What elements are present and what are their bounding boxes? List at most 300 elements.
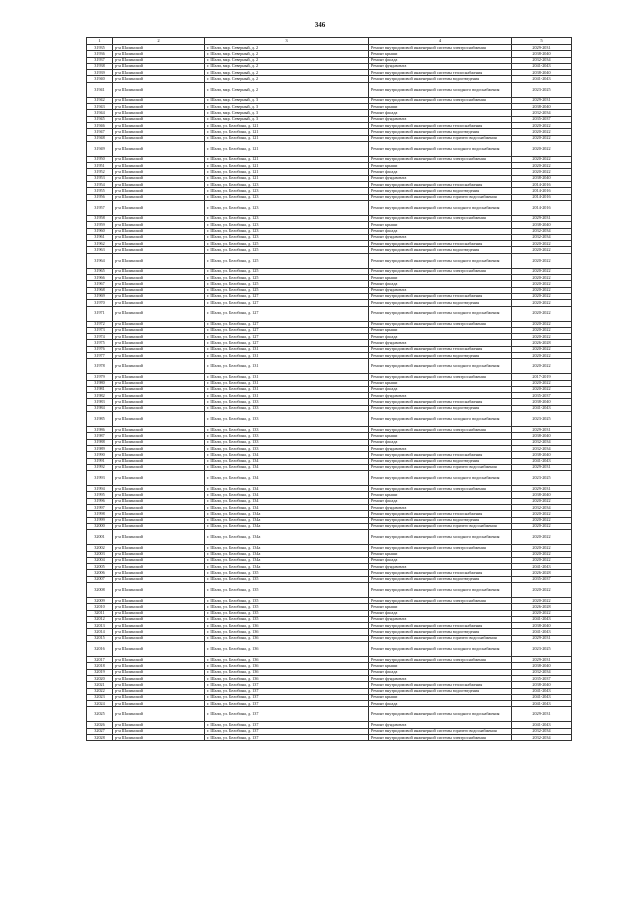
work-type-cell: Ремонт фасада — [369, 386, 512, 392]
district-cell: р-н Шалинский — [113, 129, 205, 135]
row-number: 31958 — [87, 215, 113, 221]
address-cell: г. Шали, ул. Белобина, д. 135 — [205, 598, 369, 604]
district-cell: р-н Шалинский — [113, 675, 205, 681]
work-type-cell: Ремонт внутридомовой инженерной системы теплоснабжения — [369, 570, 512, 576]
period-cell: 2020-2022 — [512, 321, 572, 327]
district-cell: р-н Шалинский — [113, 63, 205, 69]
column-header: 5 — [512, 38, 572, 45]
period-cell: 2020-2022 — [512, 122, 572, 128]
work-type-cell: Ремонт крыши — [369, 222, 512, 228]
district-cell: р-н Шалинский — [113, 300, 205, 306]
period-cell: 2020-2022 — [512, 386, 572, 392]
period-cell: 2038-2040 — [512, 104, 572, 110]
row-number: 31974 — [87, 334, 113, 340]
district-cell: р-н Шалинский — [113, 234, 205, 240]
period-cell: 2038-2040 — [512, 70, 572, 76]
period-cell: 2041-2043 — [512, 688, 572, 694]
address-cell: г. Шали, ул. Белобина, д. 135 — [205, 604, 369, 610]
row-number: 31935 — [87, 45, 113, 51]
period-cell: 2020-2022 — [512, 359, 572, 374]
period-cell: 2020-2022 — [512, 300, 572, 306]
row-number: 31995 — [87, 492, 113, 498]
district-cell: р-н Шалинский — [113, 175, 205, 181]
work-type-cell: Ремонт внутридомовой инженерной системы холодного водоснабжения — [369, 642, 512, 657]
district-cell: р-н Шалинский — [113, 545, 205, 551]
period-cell: 2041-2043 — [512, 76, 572, 82]
work-type-cell: Ремонт внутридомовой инженерной системы электроснабжения — [369, 321, 512, 327]
period-cell: 2032-2034 — [512, 669, 572, 675]
district-cell: р-н Шалинский — [113, 228, 205, 234]
district-cell: р-н Шалинский — [113, 188, 205, 194]
row-number: 31998 — [87, 511, 113, 517]
period-cell: 2032-2034 — [512, 505, 572, 511]
district-cell: р-н Шалинский — [113, 433, 205, 439]
address-cell: г. Шали, ул. Белобина, д. 127 — [205, 293, 369, 299]
period-cell: 2032-2034 — [512, 445, 572, 451]
district-cell: р-н Шалинский — [113, 275, 205, 281]
address-cell: г. Шали, ул. Белобина, д. 121 — [205, 156, 369, 162]
table-row — [87, 735, 572, 741]
row-number: 31965 — [87, 268, 113, 274]
period-cell: 2020-2022 — [512, 610, 572, 616]
address-cell: г. Шали, ул. Белобина, д. 131 — [205, 352, 369, 358]
table-row — [87, 253, 572, 268]
period-cell: 2020-2022 — [512, 551, 572, 557]
work-type-cell: Ремонт фундамента — [369, 340, 512, 346]
district-cell: р-н Шалинский — [113, 610, 205, 616]
work-type-cell: Ремонт фасада — [369, 439, 512, 445]
period-cell: 2038-2040 — [512, 433, 572, 439]
work-type-cell: Ремонт крыши — [369, 694, 512, 700]
address-cell: г. Шали, ул. Белобина, д. 123 — [205, 228, 369, 234]
work-type-cell: Ремонт внутридомовой инженерной системы горячего водоснабжения — [369, 135, 512, 141]
table-row — [87, 412, 572, 427]
work-type-cell: Ремонт внутридомовой инженерной системы электроснабжения — [369, 156, 512, 162]
period-cell: 2020-2022 — [512, 275, 572, 281]
period-cell: 2035-2037 — [512, 675, 572, 681]
period-cell: 2020-2022 — [512, 598, 572, 604]
work-type-cell: Ремонт фундамента — [369, 116, 512, 122]
address-cell: г. Шали, ул. Белобина, д. 125 — [205, 281, 369, 287]
period-cell: 2020-2022 — [512, 352, 572, 358]
period-cell: 2038-2040 — [512, 623, 572, 629]
period-cell: 2020-2022 — [512, 129, 572, 135]
work-type-cell: Ремонт внутридомовой инженерной системы водоотведения — [369, 247, 512, 253]
address-cell: г. Шали, ул. Белобина, д. 131 — [205, 386, 369, 392]
row-number: 31936 — [87, 51, 113, 57]
address-cell: г. Шали, ул. Белобина, д. 123 — [205, 200, 369, 215]
work-type-cell: Ремонт крыши — [369, 380, 512, 386]
row-number: 31992 — [87, 464, 113, 470]
address-cell: г. Шали, ул. Белобина, д. 134 — [205, 498, 369, 504]
row-number: 32000 — [87, 523, 113, 529]
district-cell: р-н Шалинский — [113, 583, 205, 598]
address-cell: г. Шали, ул. Белобина, д. 133 — [205, 405, 369, 411]
period-cell: 2020-2022 — [512, 135, 572, 141]
period-cell: 2023-2025 — [512, 471, 572, 486]
row-number: 32028 — [87, 735, 113, 741]
district-cell: р-н Шалинский — [113, 141, 205, 156]
work-type-cell: Ремонт фундамента — [369, 175, 512, 181]
work-type-cell: Ремонт внутридомовой инженерной системы электроснабжения — [369, 486, 512, 492]
work-type-cell: Ремонт внутридомовой инженерной системы теплоснабжения — [369, 452, 512, 458]
row-number: 32012 — [87, 616, 113, 622]
table-row — [87, 141, 572, 156]
district-cell: р-н Шалинский — [113, 530, 205, 545]
work-type-cell: Ремонт внутридомовой инженерной системы холодного водоснабжения — [369, 253, 512, 268]
district-cell: р-н Шалинский — [113, 623, 205, 629]
period-cell: 2023-2025 — [512, 412, 572, 427]
work-type-cell: Ремонт внутридомовой инженерной системы теплоснабжения — [369, 511, 512, 517]
row-number: 31937 — [87, 57, 113, 63]
period-cell: 2041-2043 — [512, 616, 572, 622]
work-type-cell: Ремонт крыши — [369, 492, 512, 498]
row-number: 32002 — [87, 545, 113, 551]
address-cell: г. Шали, ул. Белобина, д. 134 — [205, 471, 369, 486]
address-cell: г. Шали, ул. Белобина, д. 121 — [205, 129, 369, 135]
district-cell: р-н Шалинский — [113, 471, 205, 486]
work-type-cell: Ремонт внутридомовой инженерной системы теплоснабжения — [369, 241, 512, 247]
district-cell: р-н Шалинский — [113, 405, 205, 411]
address-cell: г. Шали, ул. Белобина, д. 137 — [205, 722, 369, 728]
work-type-cell: Ремонт внутридомовой инженерной системы водоотведения — [369, 576, 512, 582]
work-type-cell: Ремонт внутридомовой инженерной системы электроснабжения — [369, 545, 512, 551]
district-cell: р-н Шалинский — [113, 629, 205, 635]
district-cell: р-н Шалинский — [113, 616, 205, 622]
district-cell: р-н Шалинский — [113, 163, 205, 169]
district-cell: р-н Шалинский — [113, 374, 205, 380]
period-cell: 2020-2022 — [512, 253, 572, 268]
work-type-cell: Ремонт внутридомовой инженерной системы холодного водоснабжения — [369, 707, 512, 722]
row-number: 31987 — [87, 433, 113, 439]
row-number: 31952 — [87, 169, 113, 175]
address-cell: г. Шали, ул. Белобина, д. 123 — [205, 222, 369, 228]
address-cell: г. Шали, мкр. Северный, д. 3 — [205, 97, 369, 103]
period-cell: 2014-2016 — [512, 188, 572, 194]
row-number: 31968 — [87, 287, 113, 293]
work-type-cell: Ремонт фундамента — [369, 722, 512, 728]
work-type-cell: Ремонт внутридомовой инженерной системы теплоснабжения — [369, 70, 512, 76]
row-number: 31950 — [87, 156, 113, 162]
work-type-cell: Ремонт фасада — [369, 557, 512, 563]
address-cell: г. Шали, мкр. Северный, д. 2 — [205, 76, 369, 82]
district-cell: р-н Шалинский — [113, 222, 205, 228]
work-type-cell: Ремонт внутридомовой инженерной системы холодного водоснабжения — [369, 200, 512, 215]
district-cell: р-н Шалинский — [113, 728, 205, 734]
district-cell: р-н Шалинский — [113, 247, 205, 253]
work-type-cell: Ремонт внутридомовой инженерной системы горячего водоснабжения — [369, 464, 512, 470]
address-cell: г. Шали, ул. Белобина, д. 125 — [205, 247, 369, 253]
address-cell: г. Шали, ул. Белобина, д. 136 — [205, 669, 369, 675]
table-row — [87, 200, 572, 215]
period-cell: 2026-2028 — [512, 340, 572, 346]
address-cell: г. Шали, ул. Белобина, д. 127 — [205, 327, 369, 333]
district-cell: р-н Шалинский — [113, 215, 205, 221]
period-cell: 2020-2022 — [512, 530, 572, 545]
row-number: 31991 — [87, 458, 113, 464]
row-number: 31945 — [87, 116, 113, 122]
address-cell: г. Шали, ул. Белобина, д. 137 — [205, 694, 369, 700]
work-type-cell: Ремонт внутридомовой инженерной системы водоотведения — [369, 188, 512, 194]
period-cell: 2041-2043 — [512, 722, 572, 728]
period-cell: 2032-2034 — [512, 234, 572, 240]
address-cell: г. Шали, ул. Белобина, д. 134 — [205, 464, 369, 470]
period-cell: 2020-2022 — [512, 346, 572, 352]
address-cell: г. Шали, мкр. Северный, д. 2 — [205, 82, 369, 97]
row-number: 31984 — [87, 405, 113, 411]
work-type-cell: Ремонт внутридомовой инженерной системы холодного водоснабжения — [369, 583, 512, 598]
address-cell: г. Шали, ул. Белобина, д. 134 — [205, 458, 369, 464]
row-number: 31983 — [87, 399, 113, 405]
address-cell: г. Шали, ул. Белобина, д. 125 — [205, 287, 369, 293]
work-type-cell: Ремонт крыши — [369, 327, 512, 333]
row-number: 32005 — [87, 564, 113, 570]
row-number: 31940 — [87, 76, 113, 82]
period-cell: 2014-2016 — [512, 200, 572, 215]
period-cell: 2035-2037 — [512, 576, 572, 582]
work-type-cell: Ремонт крыши — [369, 163, 512, 169]
address-cell: г. Шали, ул. Белобина, д. 137 — [205, 707, 369, 722]
row-number: 31976 — [87, 346, 113, 352]
period-cell: 2041-2043 — [512, 63, 572, 69]
work-type-cell: Ремонт внутридомовой инженерной системы теплоснабжения — [369, 182, 512, 188]
district-cell: р-н Шалинский — [113, 104, 205, 110]
row-number: 31969 — [87, 293, 113, 299]
work-type-cell: Ремонт внутридомовой инженерной системы электроснабжения — [369, 45, 512, 51]
district-cell: р-н Шалинский — [113, 663, 205, 669]
address-cell: г. Шали, ул. Белобина, д. 136 — [205, 623, 369, 629]
period-cell: 2041-2043 — [512, 458, 572, 464]
address-cell: г. Шали, ул. Белобина, д. 125 — [205, 241, 369, 247]
address-cell: г. Шали, ул. Белобина, д. 134а — [205, 545, 369, 551]
district-cell: р-н Шалинский — [113, 169, 205, 175]
address-cell: г. Шали, ул. Белобина, д. 136 — [205, 657, 369, 663]
period-cell: 2014-2016 — [512, 182, 572, 188]
address-cell: г. Шали, ул. Белобина, д. 134а — [205, 530, 369, 545]
address-cell: г. Шали, ул. Белобина, д. 127 — [205, 321, 369, 327]
address-cell: г. Шали, ул. Белобина, д. 131 — [205, 346, 369, 352]
row-number: 31938 — [87, 63, 113, 69]
period-cell: 2041-2043 — [512, 564, 572, 570]
district-cell: р-н Шалинский — [113, 352, 205, 358]
work-type-cell: Ремонт внутридомовой инженерной системы горячего водоснабжения — [369, 635, 512, 641]
table-header-row — [87, 38, 572, 45]
work-type-cell: Ремонт фундамента — [369, 234, 512, 240]
row-number: 31948 — [87, 135, 113, 141]
work-type-cell: Ремонт внутридомовой инженерной системы водоотведения — [369, 76, 512, 82]
district-cell: р-н Шалинский — [113, 51, 205, 57]
period-cell: 2023-2025 — [512, 82, 572, 97]
district-cell: р-н Шалинский — [113, 523, 205, 529]
row-number: 32020 — [87, 675, 113, 681]
work-type-cell: Ремонт крыши — [369, 51, 512, 57]
work-type-cell: Ремонт внутридомовой инженерной системы электроснабжения — [369, 735, 512, 741]
address-cell: г. Шали, ул. Белобина, д. 137 — [205, 735, 369, 741]
row-number: 31988 — [87, 439, 113, 445]
district-cell: р-н Шалинский — [113, 642, 205, 657]
row-number: 32006 — [87, 570, 113, 576]
district-cell: р-н Шалинский — [113, 122, 205, 128]
row-number: 32021 — [87, 682, 113, 688]
address-cell: г. Шали, ул. Белобина, д. 127 — [205, 300, 369, 306]
row-number: 31971 — [87, 306, 113, 321]
work-type-cell: Ремонт внутридомовой инженерной системы водоотведения — [369, 517, 512, 523]
period-cell: 2029-2031 — [512, 635, 572, 641]
row-number: 31966 — [87, 275, 113, 281]
district-cell: р-н Шалинский — [113, 97, 205, 103]
period-cell: 2041-2043 — [512, 405, 572, 411]
work-type-cell: Ремонт внутридомовой инженерной системы электроснабжения — [369, 268, 512, 274]
row-number: 32013 — [87, 623, 113, 629]
row-number: 31953 — [87, 175, 113, 181]
district-cell: р-н Шалинский — [113, 412, 205, 427]
district-cell: р-н Шалинский — [113, 505, 205, 511]
work-type-cell: Ремонт внутридомовой инженерной системы теплоснабжения — [369, 623, 512, 629]
address-cell: г. Шали, ул. Белобина, д. 127 — [205, 334, 369, 340]
address-cell: г. Шали, ул. Белобина, д. 121 — [205, 175, 369, 181]
district-cell: р-н Шалинский — [113, 70, 205, 76]
address-cell: г. Шали, ул. Белобина, д. 121 — [205, 122, 369, 128]
address-cell: г. Шали, ул. Белобина, д. 133 — [205, 445, 369, 451]
period-cell: 2041-2043 — [512, 701, 572, 707]
row-number: 31972 — [87, 321, 113, 327]
row-number: 31978 — [87, 359, 113, 374]
row-number: 31949 — [87, 141, 113, 156]
row-number: 31975 — [87, 340, 113, 346]
work-type-cell: Ремонт фасада — [369, 334, 512, 340]
work-type-cell: Ремонт фасада — [369, 498, 512, 504]
row-number: 32027 — [87, 728, 113, 734]
period-cell: 2038-2040 — [512, 452, 572, 458]
row-number: 32008 — [87, 583, 113, 598]
address-cell: г. Шали, ул. Белобина, д. 134 — [205, 452, 369, 458]
district-cell: р-н Шалинский — [113, 346, 205, 352]
period-cell: 2032-2034 — [512, 728, 572, 734]
address-cell: г. Шали, ул. Белобина, д. 137 — [205, 701, 369, 707]
row-number: 32016 — [87, 642, 113, 657]
district-cell: р-н Шалинский — [113, 293, 205, 299]
row-number: 31955 — [87, 188, 113, 194]
district-cell: р-н Шалинский — [113, 570, 205, 576]
work-type-cell: Ремонт внутридомовой инженерной системы теплоснабжения — [369, 682, 512, 688]
table-row — [87, 82, 572, 97]
district-cell: р-н Шалинский — [113, 604, 205, 610]
period-cell: 2020-2022 — [512, 498, 572, 504]
work-type-cell: Ремонт внутридомовой инженерной системы электроснабжения — [369, 598, 512, 604]
district-cell: р-н Шалинский — [113, 45, 205, 51]
work-type-cell: Ремонт внутридомовой инженерной системы горячего водоснабжения — [369, 523, 512, 529]
address-cell: г. Шали, ул. Белобина, д. 121 — [205, 141, 369, 156]
address-cell: г. Шали, ул. Белобина, д. 134а — [205, 551, 369, 557]
period-cell: 2020-2022 — [512, 557, 572, 563]
row-number: 31997 — [87, 505, 113, 511]
work-type-cell: Ремонт фасада — [369, 610, 512, 616]
address-cell: г. Шали, мкр. Северный, д. 2 — [205, 63, 369, 69]
row-number: 32018 — [87, 663, 113, 669]
page-number: 346 — [314, 21, 326, 29]
work-type-cell: Ремонт внутридомовой инженерной системы водоотведения — [369, 629, 512, 635]
address-cell: г. Шали, ул. Белобина, д. 121 — [205, 169, 369, 175]
address-cell: г. Шали, ул. Белобина, д. 123 — [205, 234, 369, 240]
row-number: 32007 — [87, 576, 113, 582]
address-cell: г. Шали, ул. Белобина, д. 133 — [205, 433, 369, 439]
period-cell: 2038-2040 — [512, 663, 572, 669]
work-type-cell: Ремонт внутридомовой инженерной системы водоотведения — [369, 405, 512, 411]
district-cell: р-н Шалинский — [113, 359, 205, 374]
period-cell: 2029-2031 — [512, 486, 572, 492]
address-cell: г. Шали, ул. Белобина, д. 125 — [205, 275, 369, 281]
work-type-cell: Ремонт фасада — [369, 281, 512, 287]
address-cell: г. Шали, ул. Белобина, д. 121 — [205, 163, 369, 169]
address-cell: г. Шали, ул. Белобина, д. 133 — [205, 439, 369, 445]
row-number: 31963 — [87, 247, 113, 253]
work-type-cell: Ремонт крыши — [369, 104, 512, 110]
address-cell: г. Шали, ул. Белобина, д. 123 — [205, 215, 369, 221]
district-cell: р-н Шалинский — [113, 182, 205, 188]
work-type-cell: Ремонт внутридомовой инженерной системы водоотведения — [369, 352, 512, 358]
period-cell: 2032-2034 — [512, 110, 572, 116]
row-number: 32025 — [87, 707, 113, 722]
row-number: 31994 — [87, 486, 113, 492]
period-cell: 2020-2022 — [512, 511, 572, 517]
address-cell: г. Шали, ул. Белобина, д. 131 — [205, 380, 369, 386]
row-number: 31967 — [87, 281, 113, 287]
work-type-cell: Ремонт внутридомовой инженерной системы электроснабжения — [369, 215, 512, 221]
table-row — [87, 642, 572, 657]
address-cell: г. Шали, мкр. Северный, д. 3 — [205, 110, 369, 116]
address-cell: г. Шали, ул. Белобина, д. 135 — [205, 576, 369, 582]
row-number: 31947 — [87, 129, 113, 135]
row-number: 32014 — [87, 629, 113, 635]
period-cell: 2020-2022 — [512, 380, 572, 386]
period-cell: 2020-2022 — [512, 306, 572, 321]
period-cell: 2020-2022 — [512, 334, 572, 340]
district-cell: р-н Шалинский — [113, 393, 205, 399]
district-cell: р-н Шалинский — [113, 386, 205, 392]
table-row — [87, 359, 572, 374]
row-number: 32026 — [87, 722, 113, 728]
district-cell: р-н Шалинский — [113, 557, 205, 563]
district-cell: р-н Шалинский — [113, 327, 205, 333]
row-number: 31973 — [87, 327, 113, 333]
column-header: 1 — [87, 38, 113, 45]
work-type-cell: Ремонт внутридомовой инженерной системы холодного водоснабжения — [369, 359, 512, 374]
work-type-cell: Ремонт внутридомовой инженерной системы холодного водоснабжения — [369, 530, 512, 545]
district-cell: р-н Шалинский — [113, 458, 205, 464]
period-cell: 2038-2040 — [512, 175, 572, 181]
district-cell: р-н Шалинский — [113, 194, 205, 200]
address-cell: г. Шали, ул. Белобина, д. 134 — [205, 486, 369, 492]
work-type-cell: Ремонт фасада — [369, 57, 512, 63]
row-number: 31986 — [87, 427, 113, 433]
table-row — [87, 530, 572, 545]
district-cell: р-н Шалинский — [113, 439, 205, 445]
period-cell: 2041-2043 — [512, 629, 572, 635]
address-cell: г. Шали, ул. Белобина, д. 125 — [205, 253, 369, 268]
district-cell: р-н Шалинский — [113, 551, 205, 557]
address-cell: г. Шали, ул. Белобина, д. 123 — [205, 188, 369, 194]
period-cell: 2020-2022 — [512, 268, 572, 274]
row-number: 31993 — [87, 471, 113, 486]
work-type-cell: Ремонт фасада — [369, 169, 512, 175]
district-cell: р-н Шалинский — [113, 82, 205, 97]
address-cell: г. Шали, ул. Белобина, д. 131 — [205, 359, 369, 374]
address-cell: г. Шали, ул. Белобина, д. 133 — [205, 427, 369, 433]
period-cell: 2020-2022 — [512, 327, 572, 333]
row-number: 31981 — [87, 386, 113, 392]
district-cell: р-н Шалинский — [113, 445, 205, 451]
period-cell: 2020-2022 — [512, 517, 572, 523]
